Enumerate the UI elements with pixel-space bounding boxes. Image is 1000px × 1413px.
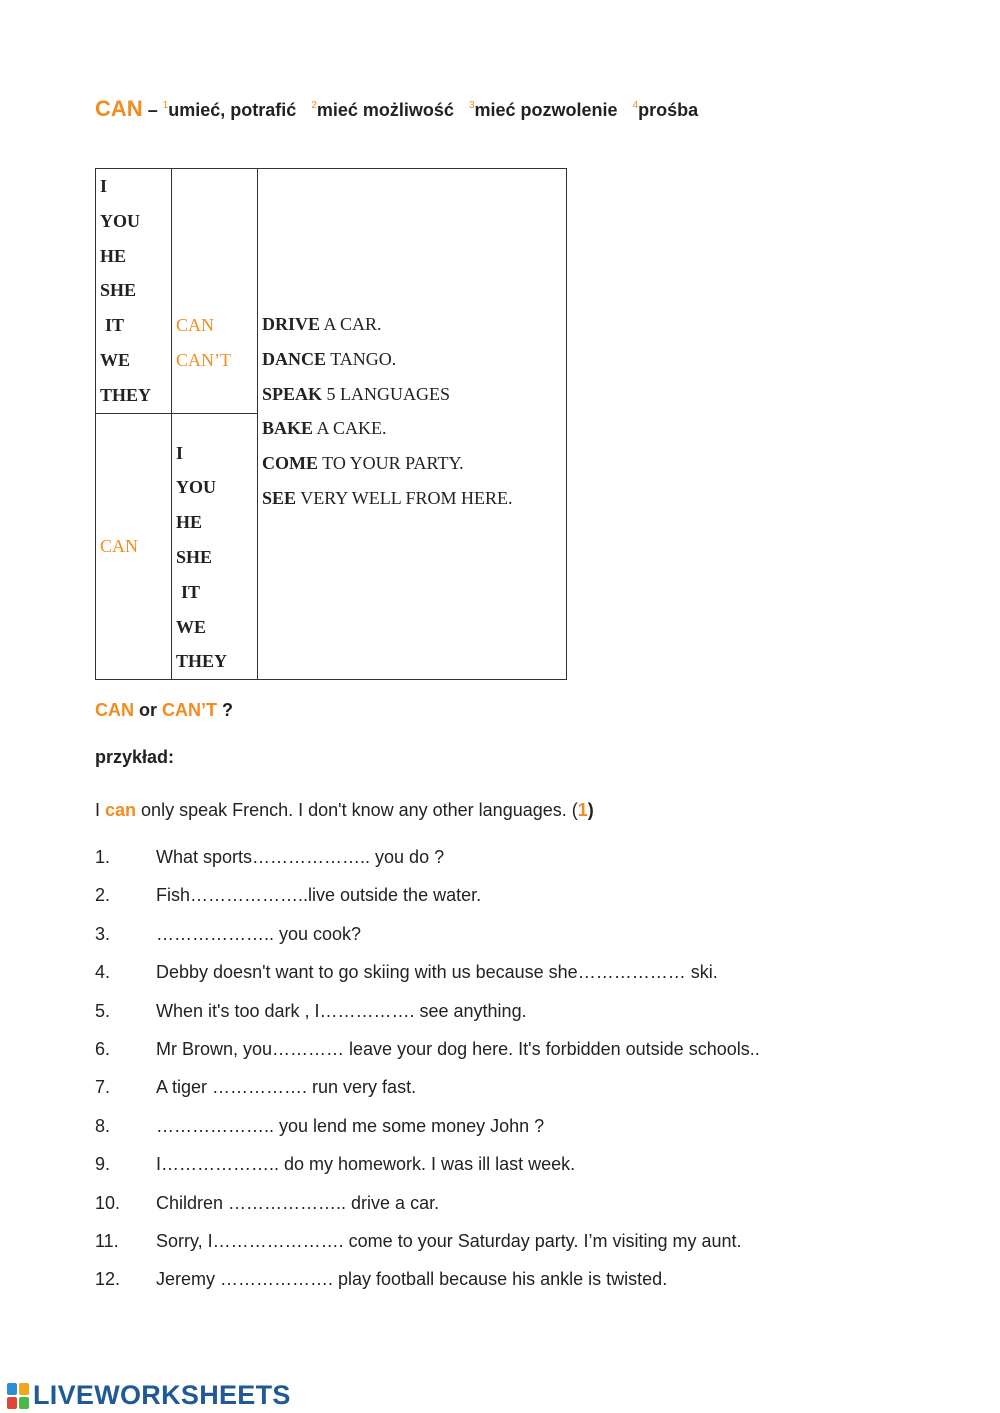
phrases-cell [258, 169, 567, 680]
exercise-number: 12. [95, 1269, 121, 1290]
exercise-number: 11. [95, 1230, 119, 1251]
example-meaning-number: 1 [577, 800, 588, 820]
exercise-text: A tiger ……………. run very fast. [156, 1077, 417, 1098]
cant-label: CAN’T [176, 349, 231, 370]
pronoun: YOU [100, 210, 140, 231]
can-cant-cell [172, 169, 258, 414]
phrase: BAKE A CAKE. [262, 418, 387, 439]
phrase: DRIVE A CAR. [262, 314, 382, 334]
phrase: SEE VERY WELL FROM HERE. [262, 487, 513, 508]
question-pronouns-cell [172, 413, 258, 680]
pronoun-list [176, 436, 253, 680]
exercise-title [95, 700, 233, 721]
exercise-text: Debby doesn't want to go skiing with us because she……………… ski. [156, 962, 718, 983]
pronoun: I [176, 442, 184, 463]
meaning-number-3: 3 [468, 100, 475, 111]
page-heading [95, 96, 698, 122]
exercise-text: ……………….. you cook? [156, 923, 362, 944]
phrase: SPEAK 5 LANGUAGES [262, 383, 451, 404]
exercise-number: 3. [95, 923, 111, 944]
phrase-list [262, 307, 562, 516]
pronoun: THEY [176, 651, 228, 672]
pronoun: YOU [176, 477, 216, 498]
can-label: CAN [176, 314, 215, 335]
exercise-text: ……………….. you lend me some money John ? [156, 1115, 545, 1136]
example-label: przykład: [95, 747, 175, 767]
pronoun: SHE [100, 280, 137, 301]
example-close: ) [587, 800, 594, 820]
title-can: CAN [95, 700, 134, 720]
meaning-number-2: 2 [311, 100, 317, 111]
pronoun: HE [176, 512, 203, 533]
exercise-number: 10. [95, 1192, 121, 1213]
pronoun-list [100, 169, 167, 413]
exercise-text: Fish………………..live outside the water. [156, 885, 482, 906]
heading-dash: – [147, 100, 158, 120]
pronoun: IT [105, 315, 125, 336]
exercise-text: Sorry, I…………………. come to your Saturday party. I’m visiting my aunt. [156, 1230, 742, 1251]
meaning-2: mieć możliwość [316, 100, 454, 120]
pronoun: WE [100, 349, 131, 370]
title-question-mark: ? [217, 700, 234, 720]
question-can-label: CAN [100, 535, 139, 556]
exercise-text: What sports……………….. you do ? [156, 847, 445, 867]
title-or: or [134, 700, 163, 720]
meaning-1: umieć, potrafić [168, 100, 297, 120]
exercise-number: 5. [95, 1000, 111, 1021]
pronoun: I [100, 176, 108, 196]
footer-logo[interactable] [6, 1380, 291, 1411]
phrase: COME TO YOUR PARTY. [262, 453, 464, 474]
liveworksheets-logo-icon [6, 1382, 30, 1410]
pronoun: SHE [176, 546, 213, 567]
example-before: I [95, 800, 106, 820]
exercise-text: I……………….. do my homework. I was ill last week. [156, 1154, 576, 1175]
exercise-number: 7. [95, 1077, 111, 1098]
grammar-table [95, 168, 567, 680]
exercise-text: When it's too dark , I……………. see anything. [156, 1000, 527, 1021]
title-cant: CAN’T [162, 700, 218, 720]
affirmative-pronouns-cell [96, 169, 172, 414]
exercise-number: 6. [95, 1038, 111, 1059]
exercise-text: Jeremy ………………. play football because his ankle is twisted. [156, 1269, 668, 1290]
exercise-number: 2. [95, 885, 111, 906]
exercise-text: Mr Brown, you………… leave your dog here. It's forbidden outside schools.. [156, 1038, 760, 1059]
heading-can: CAN [95, 96, 143, 121]
pronoun: WE [176, 616, 207, 637]
meaning-number-4: 4 [632, 100, 639, 111]
meaning-4: prośba [638, 100, 699, 120]
pronoun: IT [181, 581, 201, 602]
exercise-number: 9. [95, 1154, 111, 1175]
exercise-number: 8. [95, 1115, 111, 1136]
question-can-cell [96, 413, 172, 680]
exercise-number: 1. [95, 847, 111, 867]
meaning-number-1: 1 [162, 100, 169, 111]
example-after: only speak French. I don't know any other languages. ( [136, 800, 578, 820]
exercise-text: Children ……………….. drive a car. [156, 1192, 440, 1213]
logo-text: LIVEWORKSHEETS [33, 1380, 291, 1410]
exercise-number: 4. [95, 962, 111, 983]
phrase: DANCE TANGO. [262, 348, 397, 369]
pronoun: THEY [100, 384, 152, 405]
pronoun: HE [100, 245, 127, 266]
meaning-3: mieć pozwolenie [474, 100, 618, 120]
example-answer: can [105, 800, 137, 820]
example-sentence [95, 800, 594, 821]
